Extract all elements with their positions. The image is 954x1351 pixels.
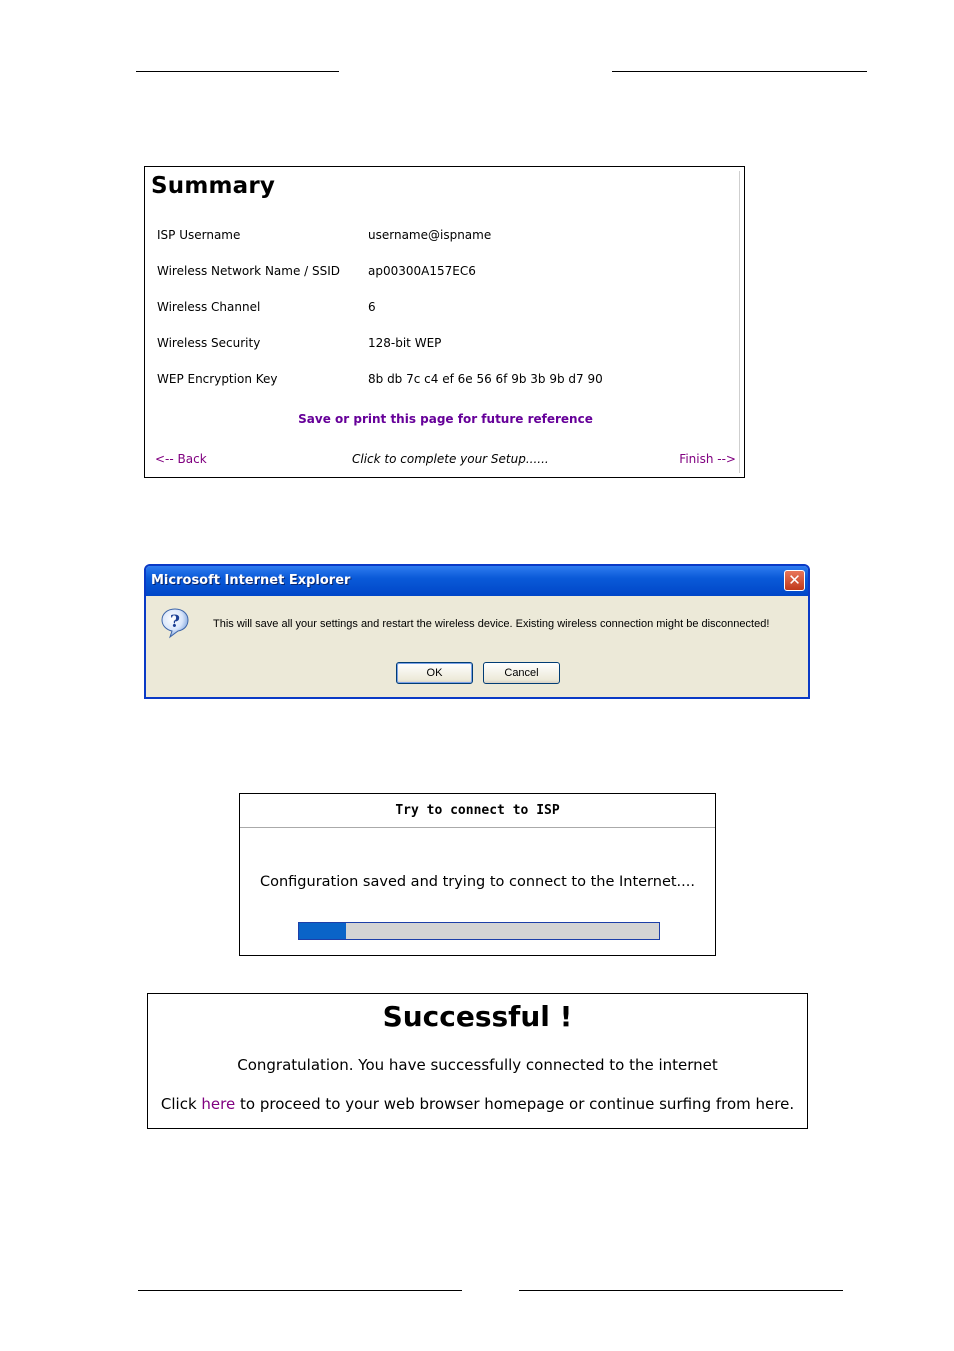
svg-text:?: ?: [170, 612, 180, 632]
row-label: Wireless Network Name / SSID: [157, 264, 341, 278]
connect-title: Try to connect to ISP: [240, 794, 715, 828]
question-icon: [159, 607, 191, 639]
finish-link[interactable]: Finish -->: [679, 452, 736, 466]
summary-title: Summary: [151, 173, 276, 199]
dialog-message: This will save all your settings and restart the wireless device. Existing wireless connection might be disconnected!: [213, 618, 770, 630]
confirm-dialog: [144, 564, 810, 699]
ok-button[interactable]: OK: [396, 662, 473, 684]
connect-message: Configuration saved and trying to connect to the Internet....: [259, 874, 695, 890]
progress-bar: [298, 922, 660, 940]
save-note: Save or print this page for future reference: [298, 412, 593, 426]
row-value: 128-bit WEP: [368, 336, 442, 350]
proceed-text: [148, 1095, 807, 1113]
row-value: 6: [368, 300, 376, 314]
click-note: Click to complete your Setup......: [352, 452, 549, 466]
close-button[interactable]: [784, 570, 805, 591]
header-rule-left: [136, 71, 339, 72]
success-title: Successful !: [382, 1000, 573, 1033]
cancel-button[interactable]: Cancel: [483, 662, 560, 684]
proceed-prefix: Click: [160, 1095, 197, 1113]
summary-panel: [144, 166, 745, 478]
row-label: Wireless Security: [157, 336, 261, 350]
panel-edge: [739, 171, 740, 473]
row-value: 8b db 7c c4 ef 6e 56 6f 9b 3b 9b d7 90: [368, 372, 603, 386]
footer-rule-left: [138, 1290, 462, 1291]
congrats-text: Congratulation. You have successfully connected to the internet: [237, 1056, 718, 1074]
header-rule-right: [612, 71, 867, 72]
footer-rule-right: [519, 1290, 843, 1291]
close-icon: ✕: [788, 571, 801, 589]
row-label: ISP Username: [157, 228, 241, 242]
connect-panel: [239, 793, 716, 956]
dialog-titlebar[interactable]: [146, 566, 808, 596]
row-label: Wireless Channel: [157, 300, 261, 314]
row-value: ap00300A157EC6: [368, 264, 476, 278]
here-link[interactable]: here: [201, 1095, 236, 1113]
progress-fill: [299, 923, 346, 939]
row-value: username@ispname: [368, 228, 492, 242]
back-link[interactable]: <-- Back: [155, 452, 207, 466]
success-panel: [147, 993, 808, 1129]
dialog-title: Microsoft Internet Explorer: [151, 573, 351, 588]
row-label: WEP Encryption Key: [157, 372, 278, 386]
proceed-suffix: to proceed to your web browser homepage or continue surfing from here.: [240, 1095, 795, 1113]
